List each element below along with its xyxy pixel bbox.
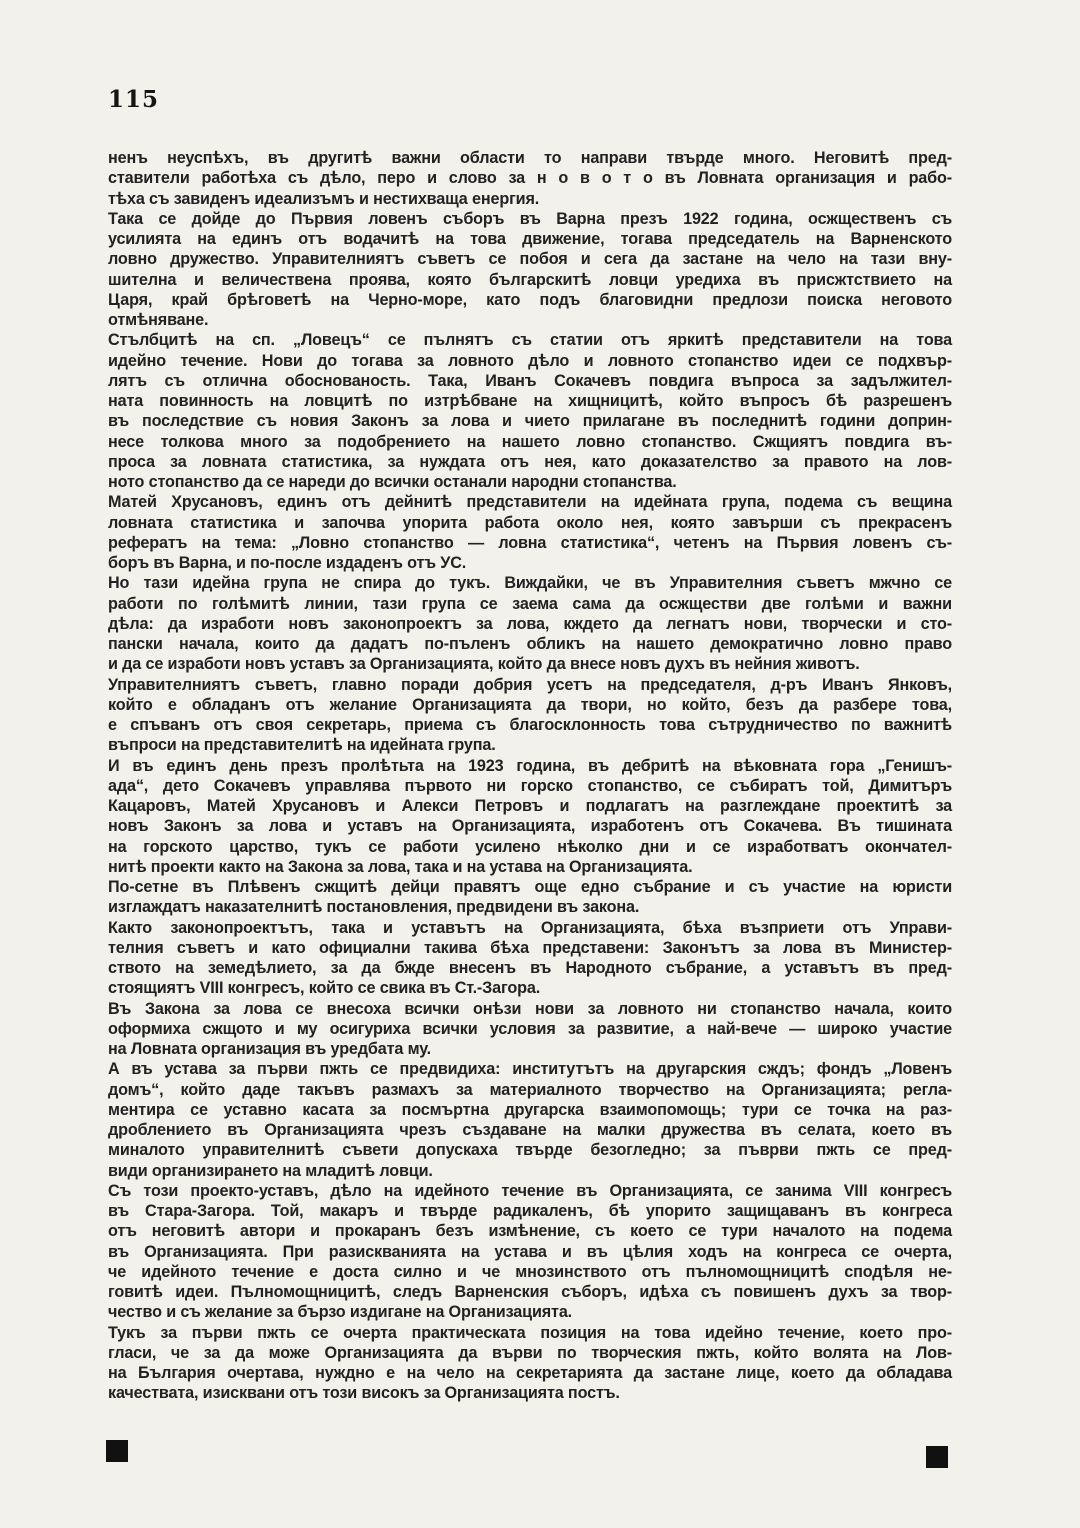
- paragraph: [108, 330, 952, 492]
- text-line: въ последствие съ новия Законъ за лова и чието прилагане въ последнитѣ години доприн-: [108, 412, 952, 431]
- paragraph: [108, 492, 952, 573]
- paragraph: [108, 148, 952, 209]
- text-line: Но тази идейна група не спира до тукъ. Виждайки, че въ Управителния съветъ мжчно се: [108, 574, 952, 593]
- text-line: несе толкова много за подобрението на нашето ловно стопанство. Сжщиятъ повдига въ-: [108, 432, 952, 451]
- text-line: Стълбцитѣ на сп. „Ловецъ“ се пълнятъ съ статии отъ яркитѣ представители на това: [108, 331, 952, 350]
- text-line: Съ този проекто-уставъ, дѣло на идейното течение въ Организацията, се занима VIII конгресъ: [108, 1181, 952, 1200]
- text-line: оформиха сжщото и му осигуриха всички условия за развитие, а най-вече — широко участие: [108, 1019, 952, 1038]
- text-line: усилията на единъ отъ водачитѣ на това движение, тогава председатель на Варненското: [108, 230, 952, 248]
- text-line: ното стопанство да се нареди до всички останали народни стопанства.: [108, 473, 677, 491]
- text-line: тѣха съ завиденъ идеализъмъ и нестихваща енергия.: [108, 189, 540, 208]
- page-number: 115: [108, 86, 160, 113]
- text-line: ментира се уставно касата за посмъртна другарска взаимопомощь; тури се точка на раз-: [108, 1100, 952, 1119]
- text-line: рефератъ на тема: „Ловно стопанство — ловна статистика“, четенъ на Първия ловенъ съ-: [108, 533, 952, 552]
- text-line: новъ Законъ за лова и уставъ на Организацията, изработенъ отъ Сокачева. Въ тишината: [108, 817, 952, 836]
- text-line: ната повинность на ловцитѣ по изтрѣбване на хищницитѣ, който въпросъ бѣ разрешенъ: [108, 392, 952, 410]
- text-line: отмѣняване.: [108, 311, 209, 329]
- text-line: ставители работѣха съ дѣло, перо и слово за н о в о т о въ Ловната организация и рабо-: [108, 169, 952, 188]
- text-line: Въ Закона за лова се внесоха всички онѣзи нови за ловното ни стопанство начала, които: [108, 999, 952, 1018]
- text-line: Управителниятъ съветъ, главно поради добрия усетъ на председателя, д-ръ Иванъ Янковъ,: [108, 675, 952, 694]
- text-line: чество и съ желание за бързо издигане на Организацията.: [108, 1303, 573, 1322]
- paragraph: [108, 675, 952, 756]
- text-line: По-сетне въ Плѣвенъ сжщитѣ дейци правятъ още едно събрание и съ участие на юристи: [108, 878, 952, 896]
- paragraph: [108, 999, 952, 1060]
- body-text: [108, 148, 952, 1404]
- text-line: че идейното течение е доста силно и че мнозинството отъ пълномощницитѣ сподѣля не-: [108, 1262, 952, 1281]
- text-line: качествата, изисквани отъ този високъ за Организацията постъ.: [108, 1384, 620, 1403]
- text-line: който е обладанъ отъ желание Организацията да твори, но който, безъ да разбере това,: [108, 695, 952, 714]
- text-line: И въ единъ день презъ пролѣтьта на 1923 година, въ дебритѣ на вѣковната гора „Генишъ-: [108, 756, 952, 775]
- text-line: работи по голѣмитѣ линии, тази група се заема сама да осжществи две голѣми и важни: [108, 594, 952, 613]
- text-line: и да се изработи новъ уставъ за Организацията, който да внесе новъ духъ въ нейния животъ.: [108, 655, 860, 674]
- text-line: пански начала, които да дадатъ по-пъленъ обликъ на нашето демократично ловно право: [108, 635, 952, 653]
- text-line: дроблението въ Организацията чрезъ създаване на малки дружества въ селата, което въ: [108, 1121, 952, 1139]
- text-line: изглаждатъ наказателнитѣ постановления, предвидени въ закона.: [108, 898, 640, 917]
- text-line: миналото управителнитѣ съвети допускаха твърде безогледно; за пъврви пжть се пред-: [108, 1141, 952, 1160]
- text-line: лятъ съ отлична обоснованость. Така, Иванъ Сокачевъ повдига въпроса за задължител-: [108, 371, 952, 390]
- text-line: шителна и величествена проява, която българскитѣ ловци уредиха въ присжтствието на: [108, 270, 952, 289]
- text-line: нитѣ проекти както на Закона за лова, така и на устава на Организацията.: [108, 857, 693, 876]
- text-line: Тукъ за първи пжть се очерта практическата позиция на това идейно течение, което про-: [108, 1323, 952, 1342]
- text-line: въ Организацията. При разискванията на устава и въ цѣлия ходъ на конгреса се очерта,: [108, 1242, 952, 1261]
- text-line: говитѣ идеи. Пълномощницитѣ, следъ Варненския съборъ, идѣха съ повишенъ духъ за твор-: [108, 1283, 952, 1301]
- paragraph: [108, 877, 952, 918]
- text-line: въпроси на представителитѣ на идейната група.: [108, 736, 496, 755]
- text-line: види организирането на младитѣ ловци.: [108, 1161, 433, 1180]
- text-line: боръ въ Варна, и по-после издаденъ отъ УС.: [108, 554, 467, 572]
- text-line: Така се дойде до Първия ловенъ съборъ въ Варна презъ 1922 година, осжщественъ съ: [108, 209, 952, 228]
- text-line: Матей Хрусановъ, единъ отъ дейнитѣ представители на идейната група, подема съ вещина: [108, 493, 952, 512]
- text-line: домъ“, който даде такъвъ размахъ за материалното творчество на Организацията; регла-: [108, 1080, 952, 1099]
- text-line: проса за ловната статистика, за нуждата отъ нея, като доказателство за правото на лов-: [108, 452, 952, 471]
- registration-mark-left: [106, 1440, 128, 1462]
- text-line: ловната статистика и започва упорита работа около нея, която завърши съ прекрасенъ: [108, 513, 952, 532]
- text-line: ството на земедѣлието, за да бжде внесенъ въ Народното събрание, а уставътъ въ пред-: [108, 959, 952, 977]
- text-line: стоящиятъ VIII конгресъ, който се свика въ Ст.-Загора.: [108, 979, 541, 998]
- paragraph: [108, 1181, 952, 1323]
- text-line: телния съветъ и като официални такива бѣха представени: Законътъ за лова въ Министер-: [108, 938, 952, 957]
- paragraph: [108, 1323, 952, 1404]
- paragraph: [108, 209, 952, 331]
- paragraph: [108, 756, 952, 878]
- paragraph: [108, 918, 952, 999]
- text-line: ловно дружество. Управителниятъ съветъ се побоя и сега да застане на чело на тази вну-: [108, 250, 952, 269]
- text-line: на горското царство, тукъ се работи усилено нѣколко дни и се изработватъ окончател-: [108, 837, 952, 856]
- text-line: отъ неговитѣ автори и прокаранъ безъ измѣнение, съ което се тури началото на подема: [108, 1222, 952, 1241]
- text-line: Кацаровъ, Матей Хрусановъ и Алекси Петровъ и подлагатъ на разглеждане проектитѣ за: [108, 797, 952, 815]
- text-line: дѣла: да изработи новъ законопроектъ за лова, кждето да легнатъ нови, творчески и сто-: [108, 614, 952, 633]
- text-line: Царя, край брѣговетѣ на Черно-море, като подъ благовидни предлози поиска неговото: [108, 290, 952, 309]
- text-line: ада“, дето Сокачевъ управлява първото ни горско стопанство, се събиратъ той, Димитъръ: [108, 776, 952, 795]
- text-line: идейно течение. Нови до тогава за ловното дѣло и ловното стопанство идеи се подхвър-: [108, 351, 952, 370]
- paragraph: [108, 1059, 952, 1181]
- text-line: А въ устава за първи пжть се предвидиха: институтътъ на другарския сждъ; фондъ „Ловенъ: [108, 1060, 952, 1079]
- text-line: въ Стара-Загора. Той, макаръ и твърде радикаленъ, бѣ упорито защищаванъ въ конгреса: [108, 1202, 952, 1220]
- text-line: ненъ неуспѣхъ, въ другитѣ важни области то направи твърде много. Неговитѣ пред-: [108, 149, 952, 167]
- text-line: е спъванъ отъ своя секретарь, приема съ благосклонность това сътрудничество по важнитѣ: [108, 716, 952, 734]
- text-line: на България очертава, нуждно е на чело на секретарията да застане лице, което да обладава: [108, 1364, 952, 1382]
- text-line: на Ловната организация въ уредбата му.: [108, 1040, 431, 1058]
- text-line: Както законопроектътъ, така и уставътъ на Организацията, бѣха възприети отъ Управи-: [108, 918, 952, 937]
- registration-mark-right: [926, 1446, 948, 1468]
- paragraph: [108, 573, 952, 674]
- text-line: гласи, че за да може Организацията да върви по творческия пжть, който волята на Лов-: [108, 1343, 952, 1362]
